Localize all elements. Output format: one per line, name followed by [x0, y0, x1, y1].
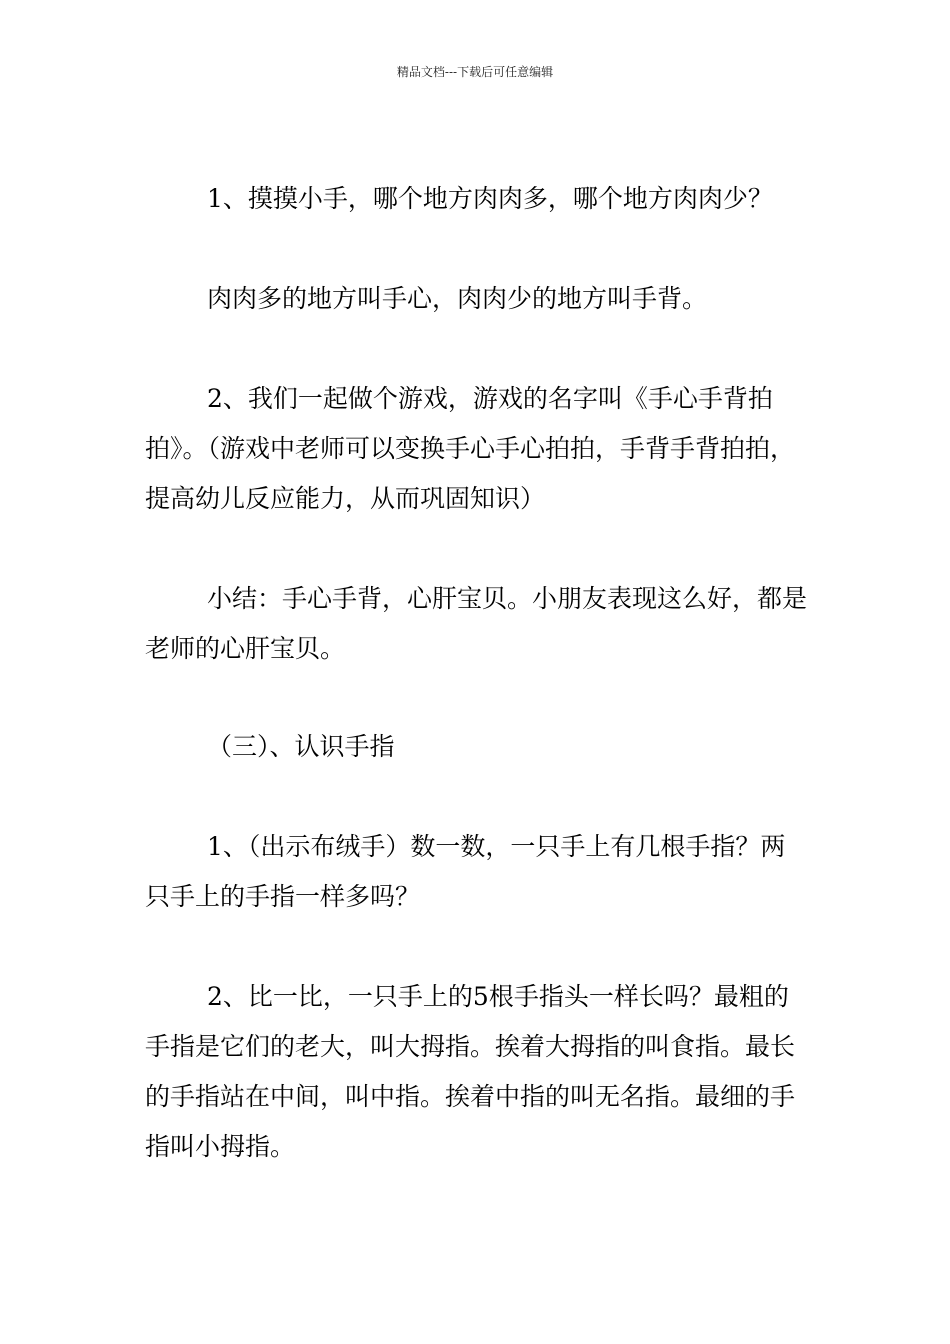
paragraph-4: 1、（出示布绒手）数一数，一只手上有几根手指？两只手上的手指一样多吗？ — [145, 832, 786, 911]
paragraph-2: 肉肉多的地方叫手心，肉肉少的地方叫手背。 — [207, 284, 708, 313]
paragraph-summary: 小结：手心手背，心肝宝贝。小朋友表现这么好，都是老师的心肝宝贝。 — [145, 584, 808, 663]
page-header: 精品文档---下载后可任意编辑 — [396, 65, 554, 79]
paragraph-1: 1、摸摸小手，哪个地方肉肉多，哪个地方肉肉少？ — [207, 184, 773, 213]
section-heading-3: （三）、认识手指 — [207, 732, 395, 761]
paragraph-3: 2、我们一起做个游戏，游戏的名字叫《手心手背拍拍》。（游戏中老师可以变换手心手心拍拍，手背手背拍拍，提高幼儿反应能力，从而巩固知识） — [145, 384, 796, 513]
paragraph-5: 2、比一比，一只手上的5根手指头一样长吗？最粗的手指是它们的老大，叫大拇指。挨着大拇指的叫食指。最长的手指站在中间，叫中指。挨着中指的叫无名指。最细的手指叫小拇指。 — [145, 982, 796, 1161]
